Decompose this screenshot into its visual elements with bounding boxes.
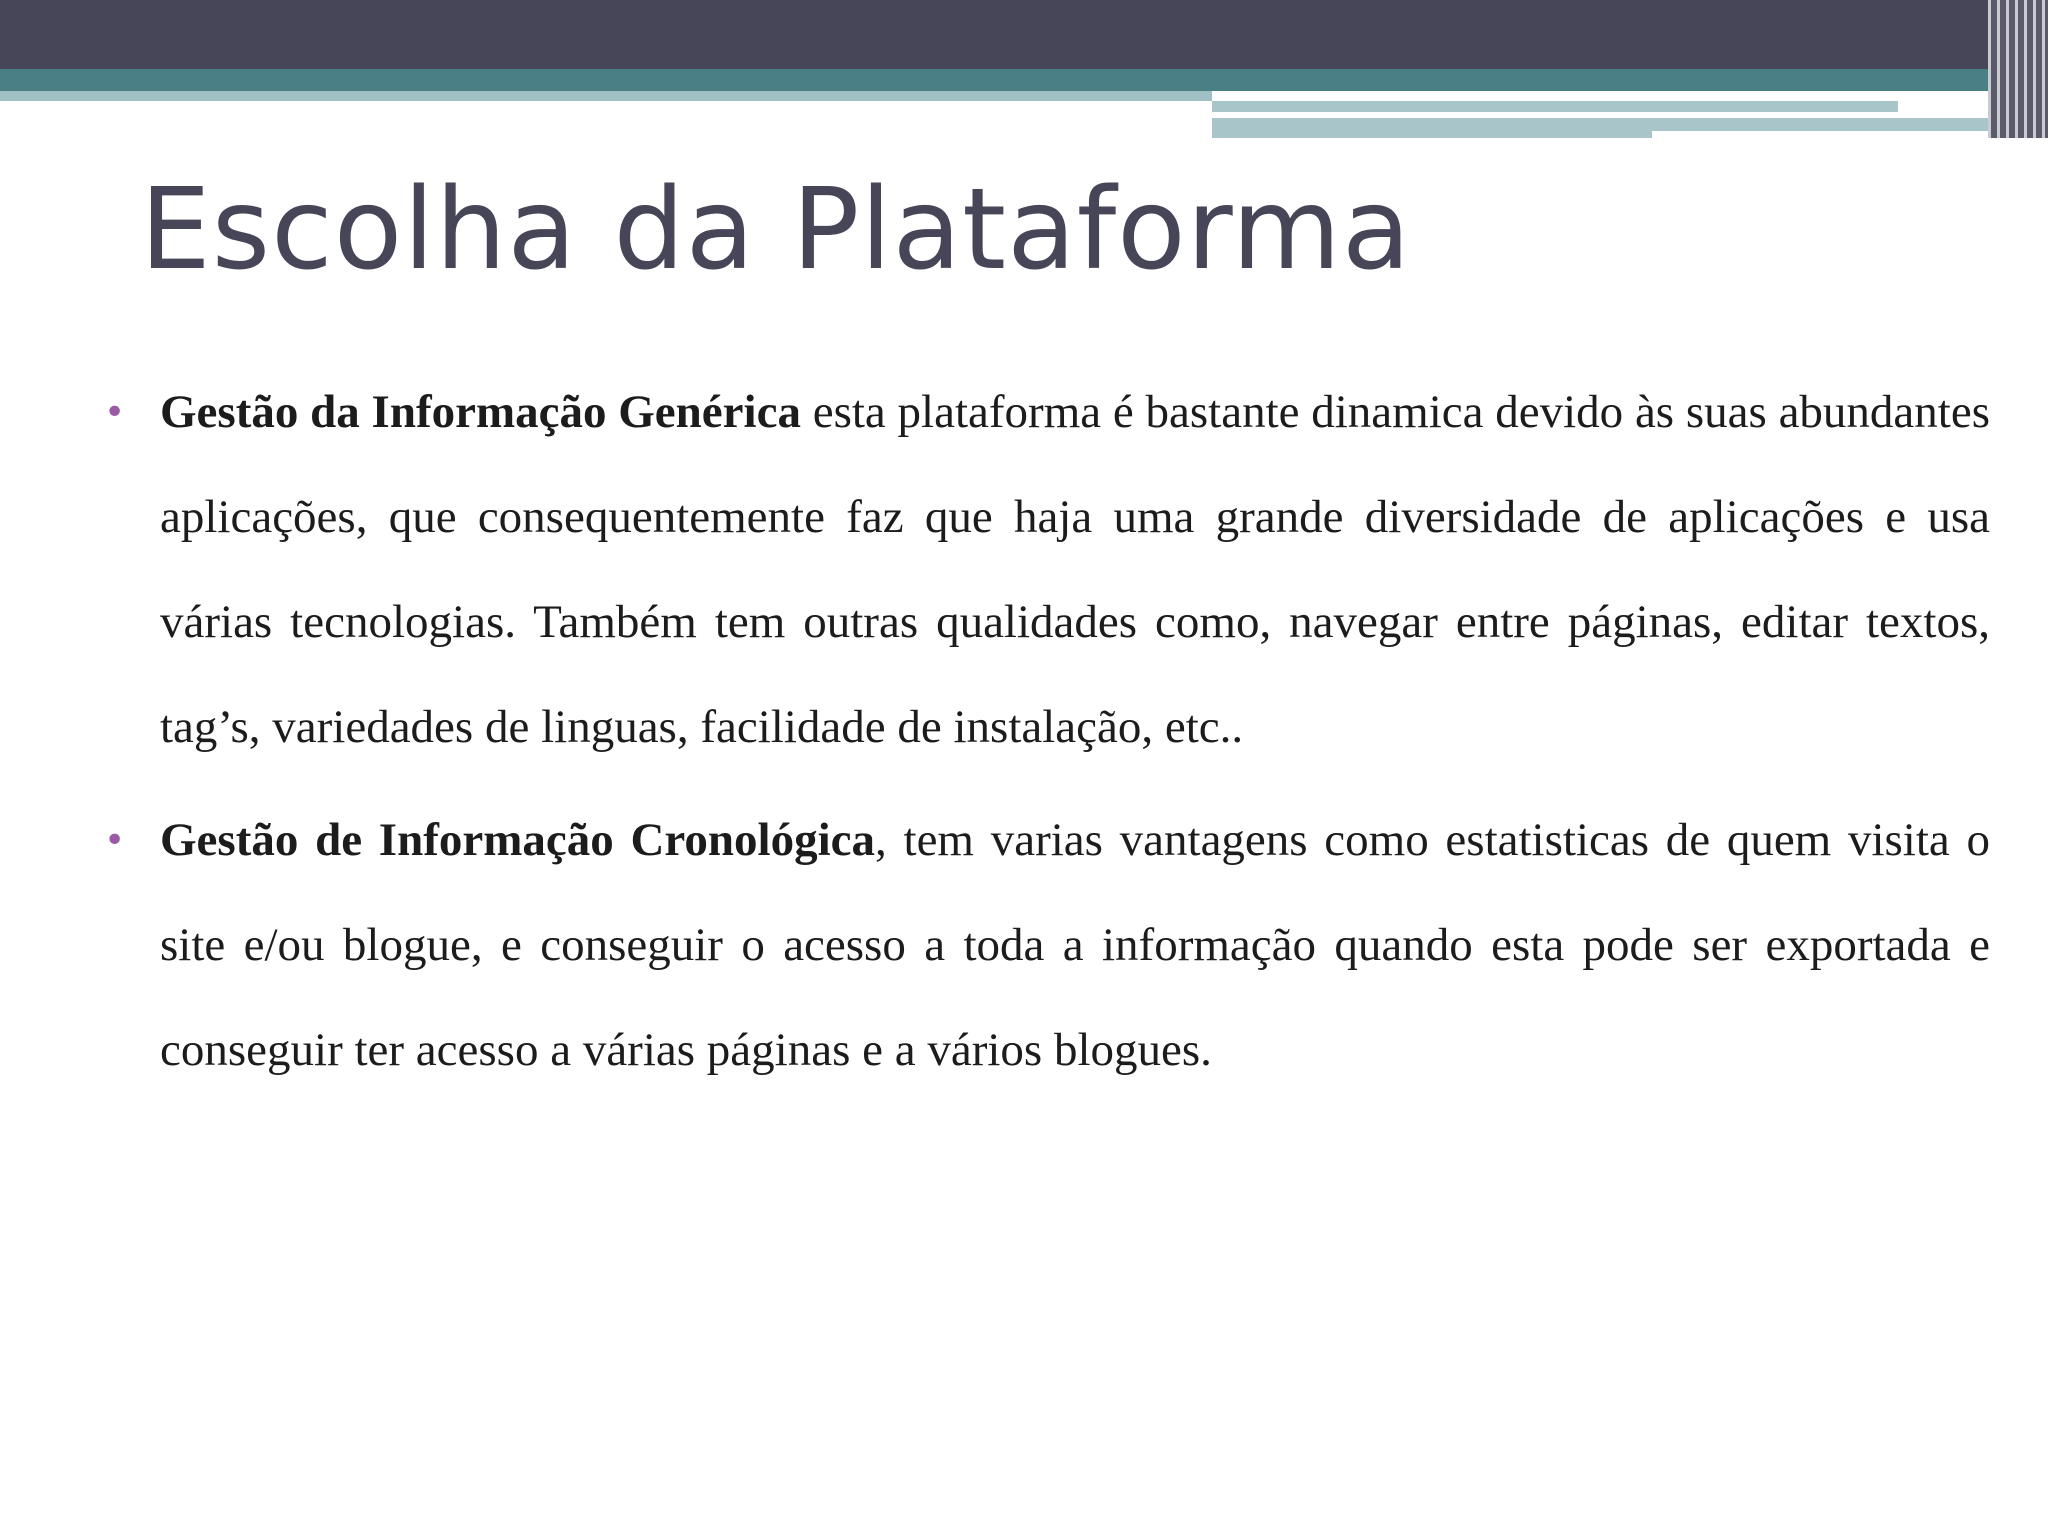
accent-gap xyxy=(1212,91,2048,101)
bullet-icon: • xyxy=(104,392,126,433)
decorative-stripes xyxy=(1988,0,2048,138)
light-accent-band xyxy=(0,91,1212,101)
bullet-text: , tem varias vantagens como estatisticas de quem visita o site e/ou blogue, e conseguir o acesso a toda a informação quando esta pode ser exportada e conseguir ter acesso a várias páginas e a vários blogues. xyxy=(160,814,1991,1076)
light-accent-band-right xyxy=(1212,101,1898,112)
bullet-text: esta plataforma é bastante dinamica devido às suas abundantes aplicações, que consequentemente faz que haja uma grande diversidade de aplicações e usa várias tecnologias. Também tem outras qualidades como, navegar entre páginas, editar textos, tag’s, variedades de linguas, facilidade de instalação, etc.. xyxy=(160,386,1991,753)
light-accent-band-right-lower xyxy=(1212,118,1652,138)
bullet-list xyxy=(96,360,1990,1103)
light-accent-band-right-end xyxy=(1652,118,1992,131)
bullet-icon: • xyxy=(104,820,126,861)
slide-title: Escolha da Plataforma xyxy=(140,165,1412,295)
bullet-heading: Gestão de Informação Cronológica xyxy=(160,814,876,866)
header-band xyxy=(0,0,2048,69)
teal-accent-band xyxy=(0,69,2048,91)
bullet-item xyxy=(96,360,1990,780)
bullet-heading: Gestão da Informação Genérica xyxy=(160,386,801,438)
bullet-item xyxy=(96,788,1990,1103)
